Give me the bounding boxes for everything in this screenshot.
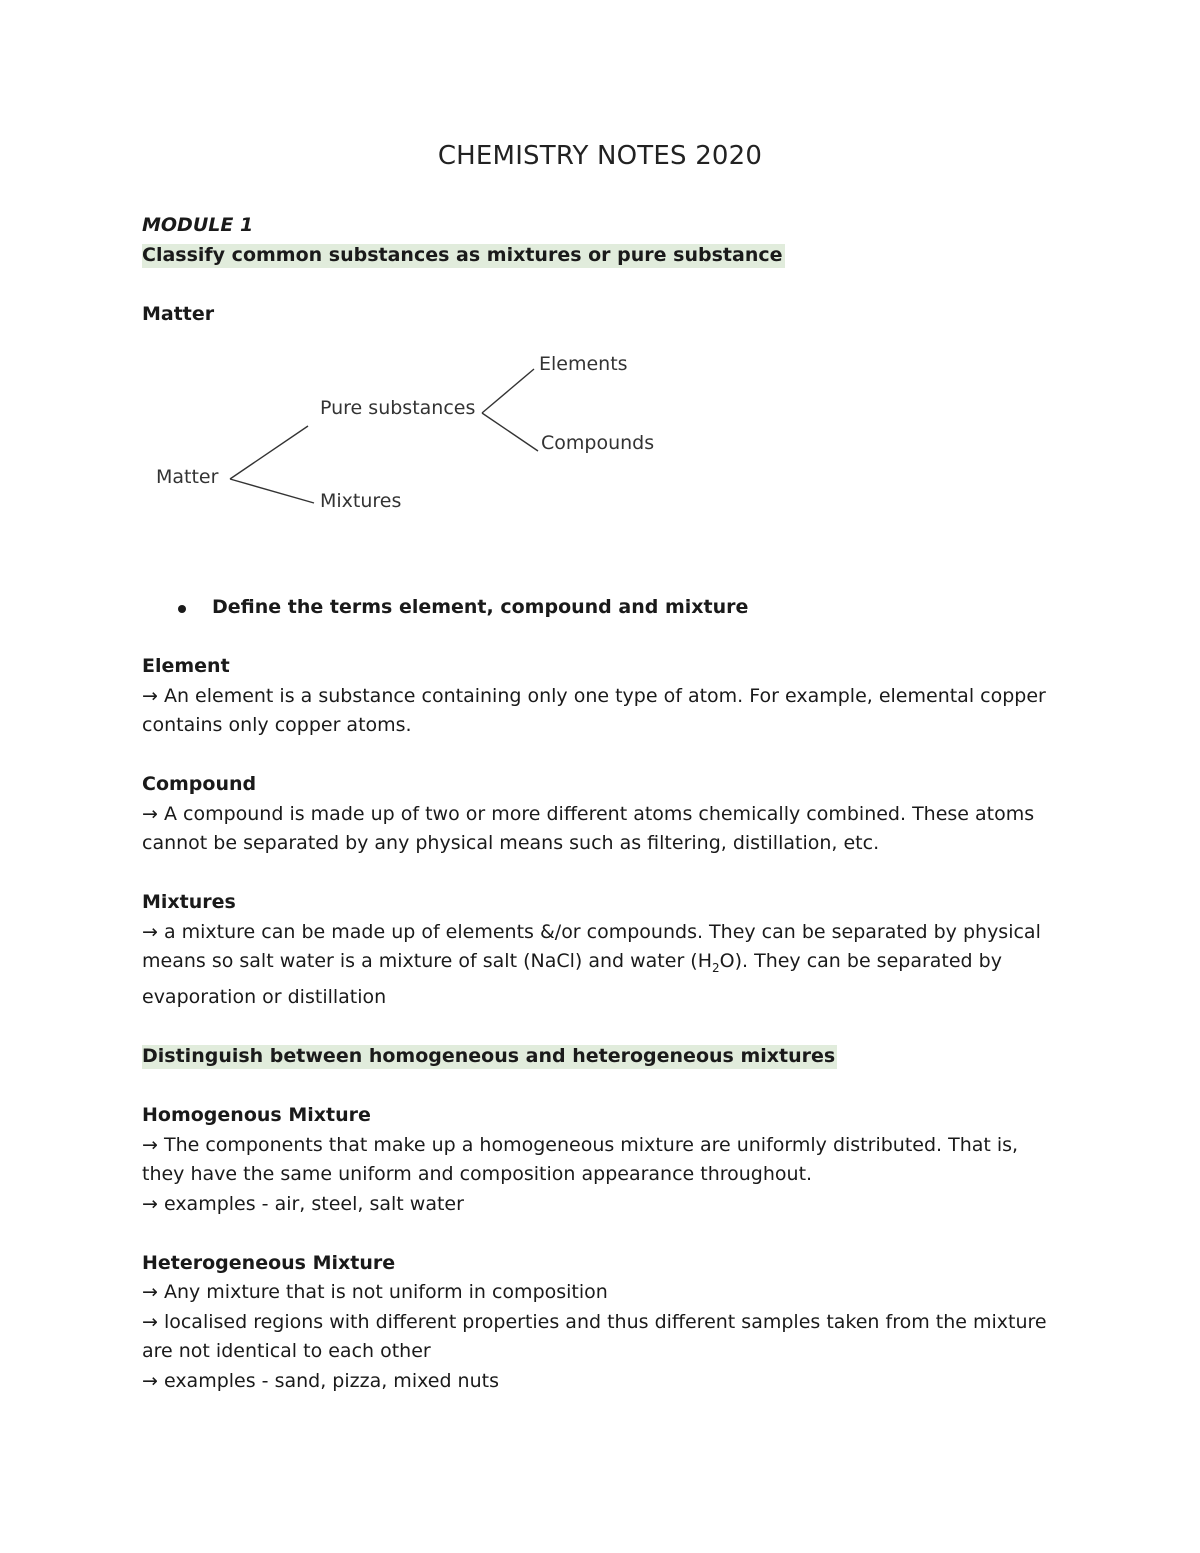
compound-text-1: → A compound is made up of two or more different atoms chemically combined. These atoms — [142, 802, 1035, 825]
diagram-label-mixtures: Mixtures — [320, 490, 402, 512]
mixtures-text-1: → a mixture can be made up of elements &/or compounds. They can be separated by physical — [142, 920, 1041, 943]
heterogeneous-heading: Heterogeneous Mixture — [142, 1251, 396, 1274]
heterogeneous-text-4: → examples - sand, pizza, mixed nuts — [142, 1369, 499, 1392]
diagram-label-compounds: Compounds — [541, 432, 655, 454]
diagram-lines — [152, 341, 712, 581]
mixtures-heading: Mixtures — [142, 891, 236, 913]
matter-classification-diagram — [152, 341, 712, 581]
diagram-label-matter: Matter — [156, 466, 219, 488]
element-heading: Element — [142, 655, 230, 677]
section1-heading: Classify common substances as mixtures or pure substance — [142, 243, 783, 266]
line-matter-mixtures — [230, 479, 314, 503]
homogenous-text-3: → examples - air, steel, salt water — [142, 1192, 464, 1215]
page-title: CHEMISTRY NOTES 2020 — [437, 141, 763, 171]
heterogeneous-text-2: → localised regions with different properties and thus different samples taken from the mixture — [142, 1310, 1047, 1333]
diagram-label-pure-substances: Pure substances — [320, 397, 476, 419]
document-body — [142, 211, 1062, 1396]
homogenous-text-2: they have the same uniform and composition appearance throughout. — [142, 1163, 813, 1186]
matter-heading: Matter — [142, 302, 215, 325]
heterogeneous-text-3: are not identical to each other — [142, 1340, 431, 1363]
compound-text-2: cannot be separated by any physical means such as filtering, distillation, etc. — [142, 832, 880, 854]
compound-heading: Compound — [142, 773, 257, 795]
mixtures-text-3: evaporation or distillation — [142, 986, 387, 1009]
mixtures-text-2: means so salt water is a mixture of salt (NaCl) and water $(H_2O)$. They can be separated by — [142, 950, 1002, 975]
homogenous-heading: Homogenous Mixture — [142, 1104, 371, 1127]
element-text-2: contains only copper atoms. — [142, 714, 412, 736]
bullet-item — [142, 593, 1062, 623]
line-matter-pure — [230, 426, 308, 479]
section2-heading: Distinguish between homogeneous and heterogeneous mixtures — [142, 1045, 836, 1068]
module-heading: MODULE 1 — [142, 214, 254, 236]
bullet-text: Define the terms element, compound and mixture — [212, 596, 749, 618]
line-pure-compounds — [482, 413, 538, 451]
element-text-1: → An element is a substance containing only one type of atom. For example, elemental copper — [142, 684, 1046, 707]
homogenous-text-1: → The components that make up a homogeneous mixture are uniformly distributed. That is, — [142, 1133, 1019, 1156]
diagram-label-elements: Elements — [539, 353, 628, 375]
heterogeneous-text-1: → Any mixture that is not uniform in composition — [142, 1281, 608, 1304]
bullet-dot-icon — [178, 605, 186, 613]
line-pure-elements — [482, 369, 534, 413]
